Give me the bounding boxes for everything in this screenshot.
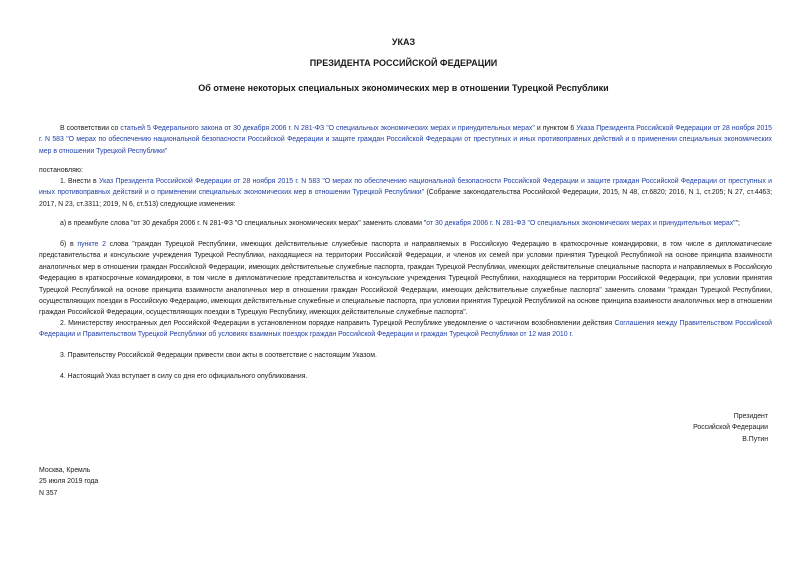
preamble-text-2: и пунктом 6 <box>534 125 577 132</box>
doc-type-heading: УКАЗ <box>391 37 416 47</box>
item-1a-text: а) в преамбуле слова "от 30 декабря 2006 г. N 281-ФЗ "О специальных экономических мерах" заменить словами " <box>60 220 427 227</box>
item-1b-text-2: слова "граждан Турецкой Республики, имеющих действительные служебные паспорта и направляемых в Российскую Федерацию в краткосрочные командировки, в том числе в дипломатические представительства и консульские учреждения Турецкой Республики, находящиеся на территории Российской Федерации, и членов их семей при условии принятия Турецкой Республикой на основе принципа взаимности аналогичных мер в отношении граждан Российской Федерации, имеющих действительные служебные паспорта, граждан Турецкой Республики, имеющих действительные специальные паспорта и направляемых в Российскую Федерацию в краткосрочные командировки, в том числе в дипломатические представительства и консульские учреждения Турецкой Республики, находящиеся на территории Российской Федерации, при условии принятия Турецкой Республикой на основе принципа взаимности аналогичных мер в отношении граждан Российской Федерации, имеющих действительные служебные паспорта" заменить словами "граждан Турецкой Республики, осуществляющих поездки в Российскую Федерацию, имеющих действительные служебные и специальные паспорта, при условии принятия Турецкой Республикой на основе принципа взаимности аналогичных мер в отношении граждан Российской Федерации, осуществляющих поездки в Турецкую Республику, имеющих действительные служебные паспорта". <box>39 241 772 317</box>
decree-number: N 357 <box>39 489 58 497</box>
item-1b <box>39 239 772 319</box>
signature-name: В.Путин <box>742 435 768 443</box>
item-4: 4. Настоящий Указ вступает в силу со дня его официального опубликования. <box>60 373 308 380</box>
place-date-block <box>39 465 98 499</box>
item-2 <box>39 318 772 341</box>
signature-country: Российской Федерации <box>693 424 768 432</box>
signature-title: Президент <box>733 413 768 420</box>
signing-place: Москва, Кремль <box>39 467 91 474</box>
signing-date: 25 июля 2019 года <box>39 478 99 486</box>
item-1 <box>39 176 772 210</box>
decree-583-link-2[interactable]: Указ Президента Российской Федерации от 28 ноября 2015 г. N 583 "О мерах по обеспечению национальной безопасности Российской Федерации и защите граждан Российской Федерации от преступных и иных противоправных действий и о применении специальных экономических мер в отношении Турецкой Республики" <box>39 178 772 197</box>
item-1a-text-2: "; <box>735 220 740 227</box>
issuer-heading: ПРЕЗИДЕНТА РОССИЙСКОЙ ФЕДЕРАЦИИ <box>309 58 498 68</box>
item-1b-text: б) в <box>60 241 78 248</box>
law-281-link[interactable]: от 30 декабря 2006 г. N 281-ФЗ "О специальных экономических мерах и принудительных мерах" <box>426 220 736 227</box>
law-link[interactable]: статьей 5 Федерального закона от 30 декабря 2006 г. N 281-ФЗ "О специальных экономических мерах и принудительных мерах" <box>120 125 535 132</box>
item-3: 3. Правительству Российской Федерации привести свои акты в соответствие с настоящим Указом. <box>60 352 377 359</box>
agreement-link[interactable]: Соглашения между Правительством Российской Федерации и Правительством Турецкой Республики об условиях взаимных поездок граждан Российской Федерации и граждан Турецкой Республики от 12 мая 2010 г. <box>39 320 773 339</box>
decree-583-link[interactable]: Указа Президента Российской Федерации от 28 ноября 2015 г. N 583 "О мерах по обеспечению национальной безопасности Российской Федерации и защите граждан Российской Федерации от преступных и иных противоправных действий и о применении специальных экономических мер в отношении Турецкой Республики" <box>39 125 772 155</box>
decree-word: постановляю: <box>39 167 83 174</box>
signature-block <box>693 411 768 445</box>
preamble-paragraph <box>39 123 772 157</box>
doc-title: Об отмене некоторых специальных экономических мер в отношении Турецкой Республики <box>198 83 609 93</box>
preamble-text: В соответствии со <box>60 125 121 132</box>
item-1a <box>39 218 772 229</box>
point-2-link[interactable]: пункте 2 <box>77 241 106 248</box>
item-2-text: 2. Министерству иностранных дел Российской Федерации в установленном порядке направить Турецкой Республике уведомление о частичном возобновлении действия <box>60 320 615 327</box>
item-1-text: 1. Внести в <box>60 178 100 185</box>
item-1-text-2: (Собрание законодательства Российской Федерации, 2015, N 48, ст.6820; 2016, N 1, ст.205; N 27, ст.4463; 2017, N 23, ст.3311; 2019, N 6, ст.513) следующие изменения: <box>39 189 772 208</box>
